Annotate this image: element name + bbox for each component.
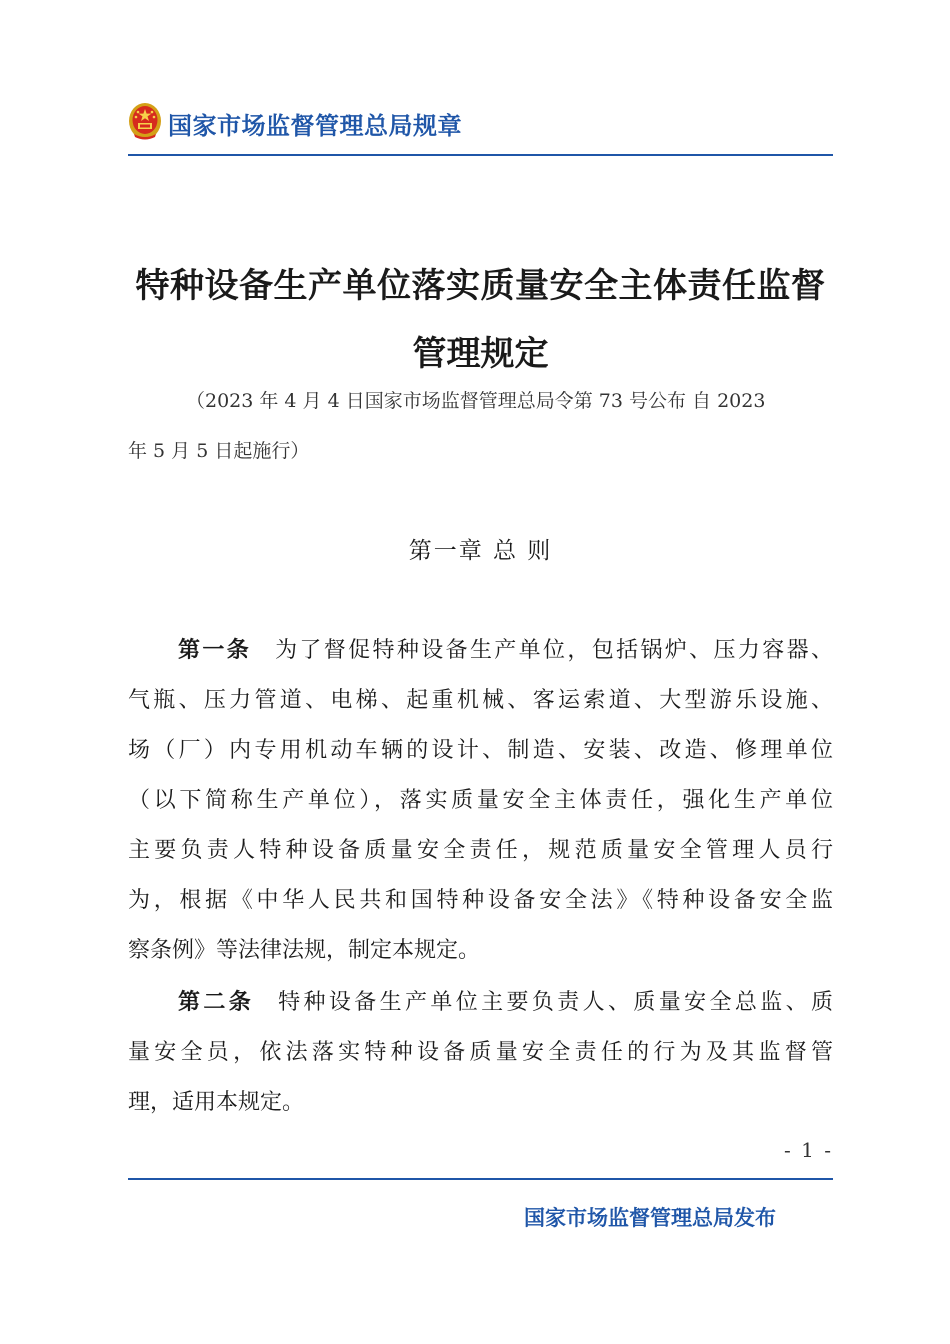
- national-emblem-icon: [128, 102, 162, 140]
- header-divider: [128, 154, 833, 156]
- header-title: 国家市场监督管理总局规章: [168, 112, 462, 140]
- article-line: 察条例》等法律法规，制定本规定。: [128, 938, 481, 963]
- page-header: [128, 100, 833, 148]
- article-line: 为，根据《中华人民共和国特种设备安全法》《特种设备安全监: [128, 888, 833, 913]
- document-subtitle: [128, 376, 833, 476]
- chapter-heading: 第一章 总 则: [408, 538, 553, 564]
- article-label: 第一条: [178, 638, 252, 663]
- article-text: 特种设备生产单位主要负责人、质量安全总监、质: [278, 990, 833, 1015]
- article-line: （以下简称生产单位），落实质量安全主体责任，强化生产单位: [128, 788, 833, 813]
- article-line: 理，适用本规定。: [128, 1090, 305, 1115]
- document-title-line-2: 管理规定: [412, 334, 549, 374]
- subtitle-line-2: 年 5 月 5 日起施行）: [128, 440, 310, 462]
- article-2: [128, 978, 833, 1128]
- article-line: 量安全员，依法落实特种设备质量安全责任的行为及其监督管: [128, 1040, 833, 1065]
- article-line: 主要负责人特种设备质量安全责任，规范质量安全管理人员行: [128, 838, 833, 863]
- document-title: [128, 252, 833, 388]
- subtitle-line-1: （2023 年 4 月 4 日国家市场监督管理总局令第 73 号公布 自 2023: [186, 390, 766, 412]
- article-label: 第二条: [178, 990, 255, 1015]
- footer-publisher: 国家市场监督管理总局发布: [524, 1206, 776, 1230]
- page-number: - 1 -: [784, 1138, 833, 1162]
- footer-divider: [128, 1178, 833, 1180]
- article-1: [128, 626, 833, 976]
- article-line: 场（厂）内专用机动车辆的设计、制造、安装、改造、修理单位: [128, 738, 833, 763]
- article-line: 气瓶、压力管道、电梯、起重机械、客运索道、大型游乐设施、: [128, 688, 833, 713]
- article-line: [128, 978, 833, 1028]
- article-text: 为了督促特种设备生产单位，包括锅炉、压力容器、: [275, 638, 833, 663]
- article-line: [128, 626, 833, 676]
- document-title-line-1: 特种设备生产单位落实质量安全主体责任监督: [135, 266, 826, 306]
